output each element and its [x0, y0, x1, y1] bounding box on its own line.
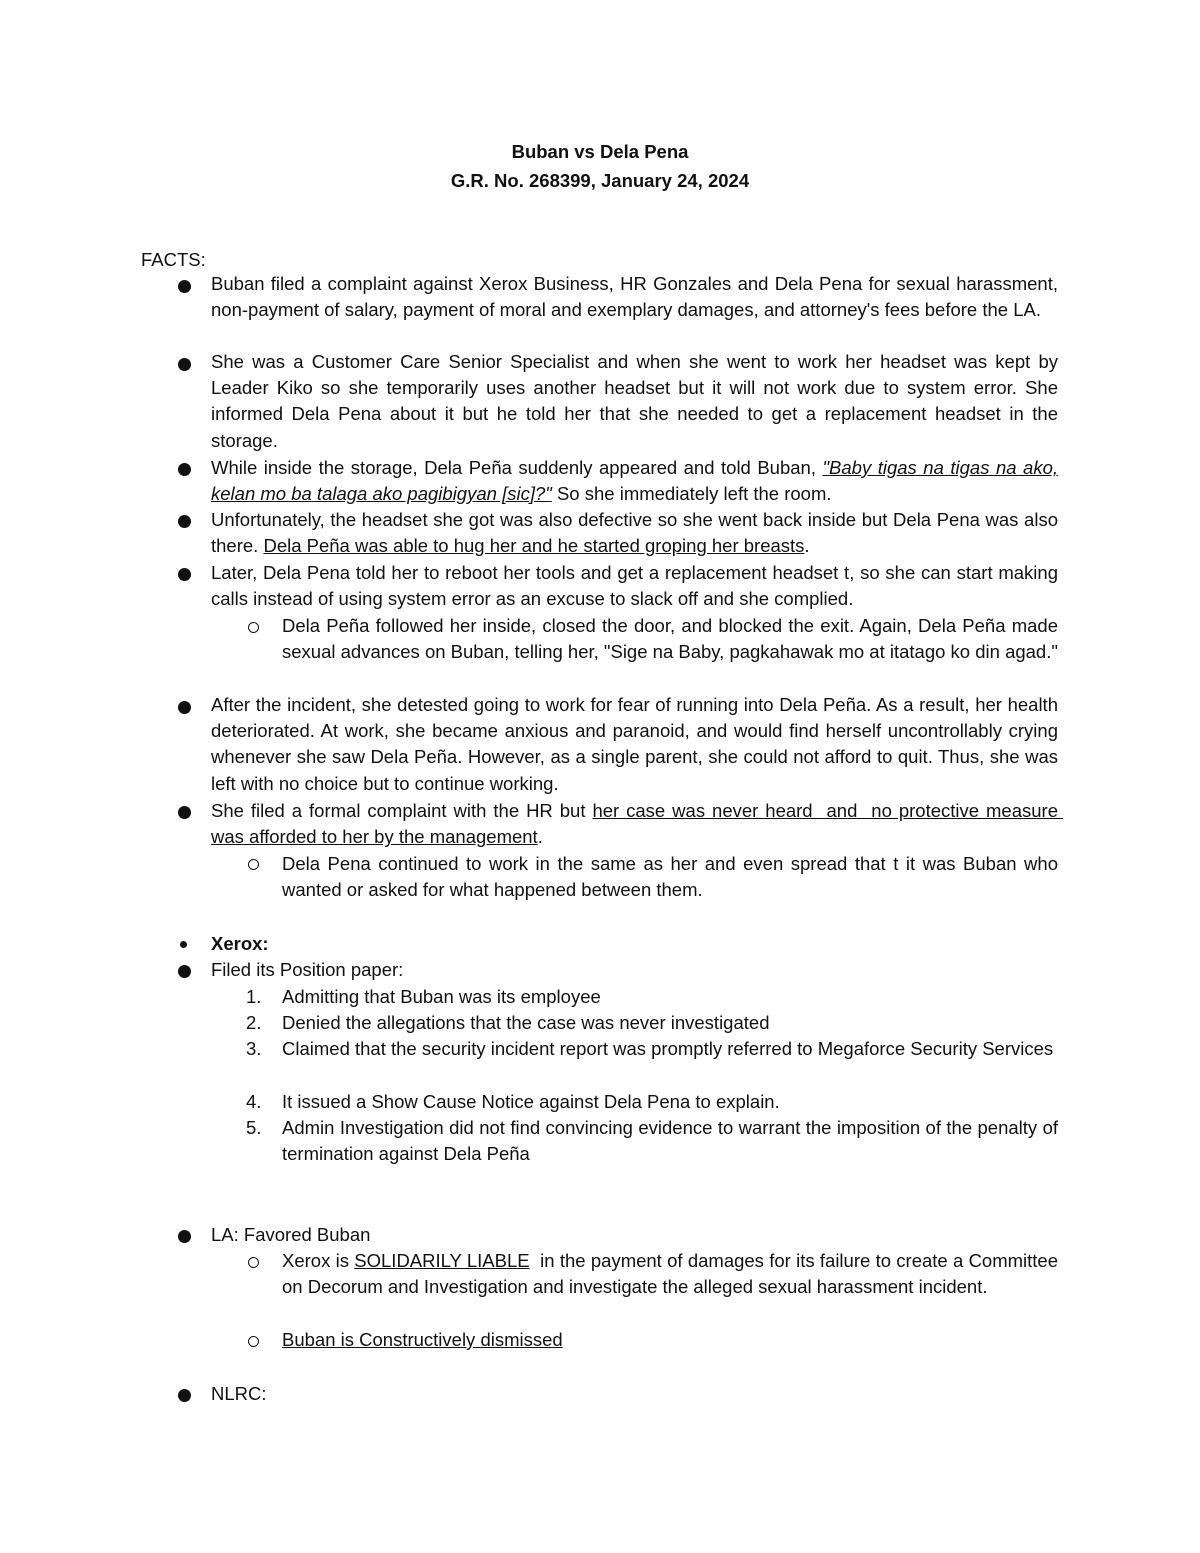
sub-bullet-circle [248, 1257, 259, 1268]
bullet-7-text: She filed a formal complaint with the HR but [211, 800, 593, 821]
bullet-dot [178, 515, 191, 528]
bullet-dot-small [180, 941, 187, 948]
bullet-dot [178, 701, 191, 714]
bullet-dot [178, 1389, 191, 1402]
list-number-2: 2. [246, 1012, 262, 1033]
xerox-item-4: It issued a Show Cause Notice against Dela Pena to explain. [282, 1091, 780, 1112]
bullet-4-text: Unfortunately, the headset she got was also defective so she went back inside but Dela Pena was also there. [211, 509, 1058, 557]
xerox-item-2: Denied the allegations that the case was never investigated [282, 1012, 770, 1033]
bullet-dot [178, 1230, 191, 1243]
facts-heading: FACTS: [141, 249, 206, 270]
solidarily-liable: SOLIDARILY LIABLE [354, 1250, 530, 1271]
bullet-7-underlined: her case was never heard and no protective measure was afforded to her by the management [211, 800, 1064, 848]
sub-bullet-circle [248, 859, 259, 870]
facts-bullet-5: Later, Dela Pena told her to reboot her tools and get a replacement headset t, so she can start making calls instead of using system error as an excuse to slack off and she complied. [211, 562, 1058, 610]
la-sub-2: Buban is Constructively dismissed [282, 1329, 563, 1350]
case-citation: G.R. No. 268399, January 24, 2024 [450, 170, 750, 191]
xerox-item-3: Claimed that the security incident report was promptly referred to Megaforce Security Services [282, 1038, 1054, 1059]
facts-bullet-4 [211, 507, 1058, 559]
bullet-3-text: While inside the storage, Dela Peña suddenly appeared and told Buban, [211, 457, 823, 478]
facts-bullet-3 [211, 455, 1058, 507]
bullet-dot [178, 280, 191, 293]
bullet-dot [178, 806, 191, 819]
facts-bullet-6: After the incident, she detested going to work for fear of running into Dela Peña. As a result, her health deteriorated. At work, she became anxious and paranoid, and would find herself uncontrollably crying whenever she saw Dela Peña. However, as a single parent, she could not afford to quit. Thus, she was left with no choice but to continue working. [211, 694, 1058, 794]
sub-bullet-circle [248, 1336, 259, 1347]
bullet-dot [178, 568, 191, 581]
list-number-5: 5. [246, 1117, 262, 1138]
la-sub-1-text: Xerox is [282, 1250, 355, 1271]
xerox-heading: Xerox: [211, 933, 269, 954]
facts-bullet-2: She was a Customer Care Senior Specialist and when she went to work her headset was kept by Leader Kiko so she temporarily uses another headset but it will not work due to system error. She informed Dela Pena about it but he told her that she needed to get a replacement headset in the storage. [211, 351, 1058, 451]
case-title: Buban vs Dela Pena [511, 141, 689, 162]
bullet-4-underlined: Dela Peña was able to hug her and he started groping her breasts [263, 535, 805, 557]
list-number-4: 4. [246, 1091, 262, 1112]
bullet-dot [178, 358, 191, 371]
bullet-4-tail: . [804, 535, 810, 557]
bullet-7-tail: . [537, 826, 543, 848]
position-paper-label: Filed its Position paper: [211, 959, 404, 980]
la-heading: LA: Favored Buban [211, 1224, 371, 1245]
bullet-dot [178, 463, 191, 476]
la-sub-1 [282, 1248, 1064, 1300]
list-number-1: 1. [246, 986, 262, 1007]
xerox-item-1: Admitting that Buban was its employee [282, 986, 601, 1007]
facts-bullet-5-sub: Dela Peña followed her inside, closed the door, and blocked the exit. Again, Dela Peña made sexual advances on Buban, telling her, "Sige na Baby, pagkahawak mo at itatago ko din agad." [282, 615, 1058, 663]
facts-bullet-7-sub: Dela Pena continued to work in the same as her and even spread that t it was Buban who wanted or asked for what happened between them. [282, 853, 1058, 901]
bullet-3-quote: "Baby tigas na tigas na ako, kelan mo ba talaga ako pagibigyan [sic]?" [211, 457, 1058, 505]
facts-bullet-1: Buban filed a complaint against Xerox Business, HR Gonzales and Dela Pena for sexual harassment, non-payment of salary, payment of moral and exemplary damages, and attorney's fees before the LA. [211, 273, 1058, 321]
la-sub-1-tail: in the payment of damages for its failure to create a Committee on Decorum and Investigation and investigate the alleged sexual harassment incident. [282, 1250, 1064, 1298]
sub-bullet-circle [248, 622, 259, 633]
bullet-3-tail: So she immediately left the room. [551, 483, 832, 505]
bullet-dot [178, 965, 191, 978]
xerox-item-5: Admin Investigation did not find convincing evidence to warrant the imposition of the penalty of termination against Dela Peña [282, 1117, 1058, 1165]
nlrc-heading: NLRC: [211, 1383, 267, 1404]
facts-bullet-7 [211, 798, 1064, 850]
list-number-3: 3. [246, 1038, 262, 1059]
